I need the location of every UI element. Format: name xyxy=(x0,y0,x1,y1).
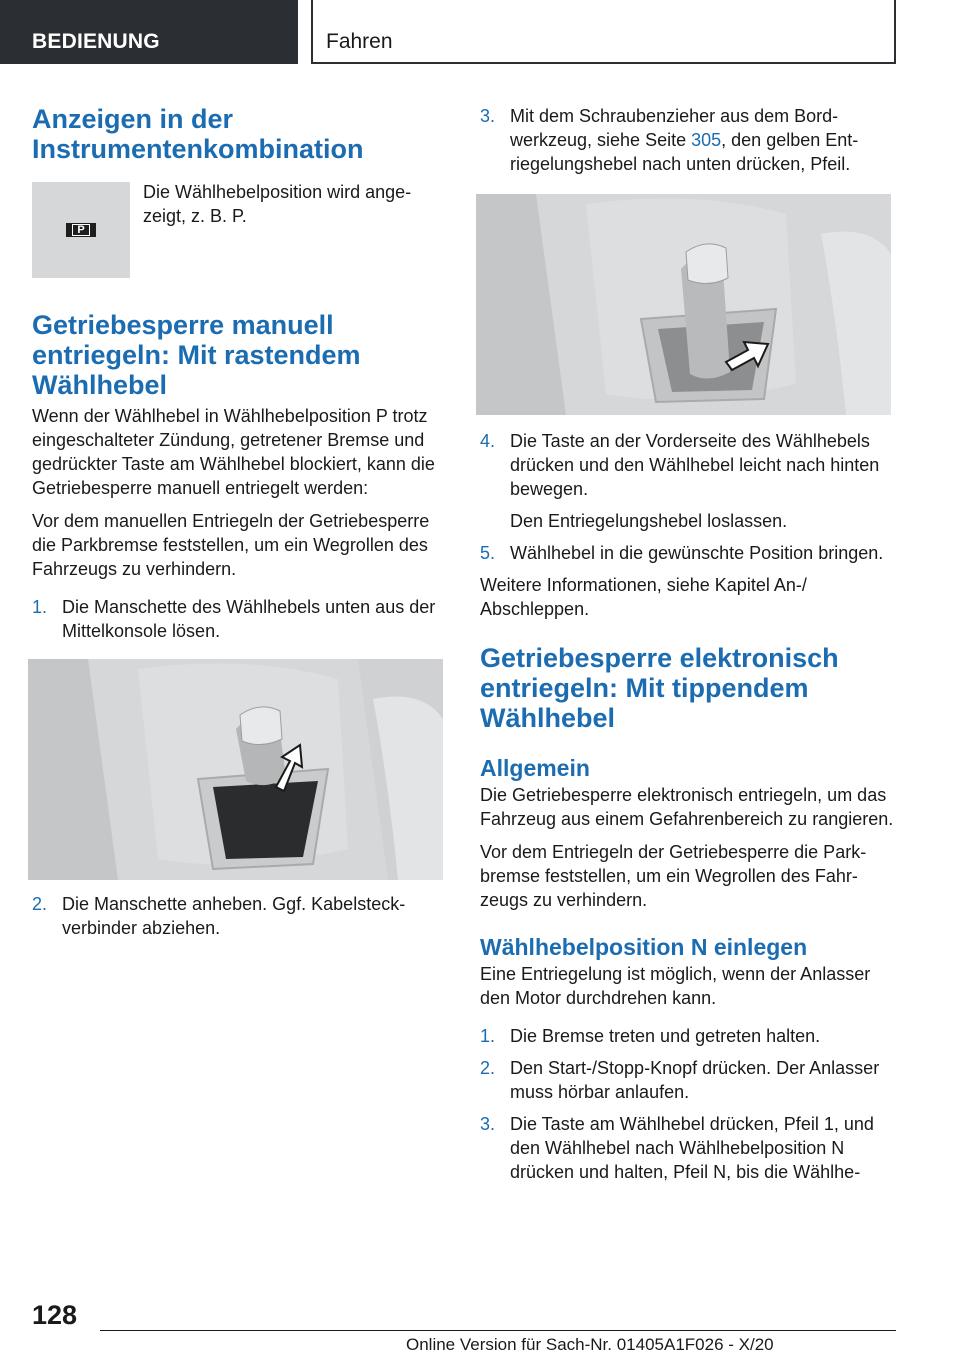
list-item xyxy=(32,595,446,643)
gear-lever-cuff-drawing xyxy=(28,659,443,880)
footer-online-version: Online Version für Sach-Nr. 01405A1F026 - X/20 xyxy=(406,1335,774,1354)
list-item xyxy=(480,104,894,176)
step-number: 4. xyxy=(480,431,496,451)
list-item xyxy=(480,1024,894,1048)
paragraph-general-2: Vor dem Entriegeln der Getriebesperre die Parkbremse feststellen, um ein Wegrollen des Fahrzeugs zu verhindern. xyxy=(480,842,867,910)
step-text: Den Start-/Stopp-Knopf drücken. Der Anlasser muss hörbar anlaufen. xyxy=(510,1058,880,1102)
right-column xyxy=(480,104,894,1184)
display-block xyxy=(32,182,446,278)
unlock-lever-drawing xyxy=(476,194,891,415)
paragraph-manual-1: Wenn der Wählhebel in Wählhebelposition P trotz eingeschalteter Zündung, getretener Bremse und gedrückter Taste am Wählhebel blockiert, kann die Getriebesperre manuell entriegelt werden: xyxy=(32,406,435,498)
instrument-display-image xyxy=(32,182,130,278)
list-item xyxy=(480,541,894,565)
step-number: 3. xyxy=(480,1114,496,1134)
paragraph-more-info: Weitere Informationen, siehe Kapitel An-/ Abschleppen. xyxy=(480,575,807,619)
step-text: Die Bremse treten und getreten halten. xyxy=(510,1026,821,1046)
step-text-start: Mit dem Schraubenzieher aus dem Bordwerkzeug, siehe Seite xyxy=(510,106,839,150)
step-text: Wählhebel in die gewünschte Position bringen. xyxy=(510,543,884,563)
unlock-lever-illustration xyxy=(476,194,891,415)
park-indicator-icon: P xyxy=(66,223,96,237)
heading-general: Allgemein xyxy=(480,755,590,781)
list-item xyxy=(480,429,894,501)
step-number: 2. xyxy=(480,1058,496,1078)
step-text: Die Taste am Wählhebel drücken, Pfeil 1, und den Wählhebel nach Wählhebelposition N drücken und halten, Pfeil N, bis die Wählhe- xyxy=(510,1114,874,1182)
step-number: 5. xyxy=(480,543,496,563)
page-header xyxy=(0,0,960,66)
display-text: Die Wählhebelposition wird angezeigt, z. B. P. xyxy=(143,182,412,226)
list-item xyxy=(480,1112,894,1184)
heading-display: Anzeigen in der Instrumentenkombination xyxy=(32,104,364,164)
step-sub-text: Den Entriegelungshebel loslassen. xyxy=(510,511,788,531)
step-number: 3. xyxy=(480,106,496,126)
step-text: Die Taste an der Vorderseite des Wählhebels drücken und den Wählhebel leicht nach hinten bewegen. xyxy=(510,431,880,499)
step-text: Die Manschette des Wählhebels unten aus der Mittelkonsole lösen. xyxy=(62,597,436,641)
footer-divider xyxy=(100,1330,896,1331)
list-item xyxy=(480,1056,894,1104)
list-item xyxy=(32,892,446,940)
paragraph-neutral: Eine Entriegelung ist möglich, wenn der Anlasser den Motor durchdrehen kann. xyxy=(480,964,871,1008)
page-reference-link[interactable]: 305 xyxy=(691,130,722,150)
paragraph-general-1: Die Getriebesperre elektronisch entriegeln, um das Fahrzeug aus einem Gefahrenbereich zu rangieren. xyxy=(480,785,894,829)
heading-manual-unlock: Getriebesperre manuell entriegeln: Mit rastendem Wählhebel xyxy=(32,310,361,400)
step-number: 1. xyxy=(32,597,48,617)
heading-neutral: Wählhebelposition N einlegen xyxy=(480,934,808,960)
paragraph-manual-2: Vor dem manuellen Entriegeln der Getriebesperre die Parkbremse feststellen, um ein Wegrollen des Fahrzeugs zu verhindern. xyxy=(32,511,430,579)
section-tab: BEDIENUNG xyxy=(0,0,298,64)
step-text: Die Manschette anheben. Ggf. Kabelsteckverbinder abziehen. xyxy=(62,894,406,938)
chapter-tab: Fahren xyxy=(311,0,896,64)
gear-lever-cuff-illustration xyxy=(28,659,443,880)
left-column xyxy=(32,104,446,940)
step-number: 2. xyxy=(32,894,48,914)
step-number: 1. xyxy=(480,1026,496,1046)
heading-electronic-unlock: Getriebesperre elektronisch entriegeln: Mit tippendem Wählhebel xyxy=(480,643,839,733)
step-text-end: , den gelben Entriegelungshebel nach unten drücken, Pfeil. xyxy=(510,130,859,174)
page-number: 128 xyxy=(32,1300,78,1330)
